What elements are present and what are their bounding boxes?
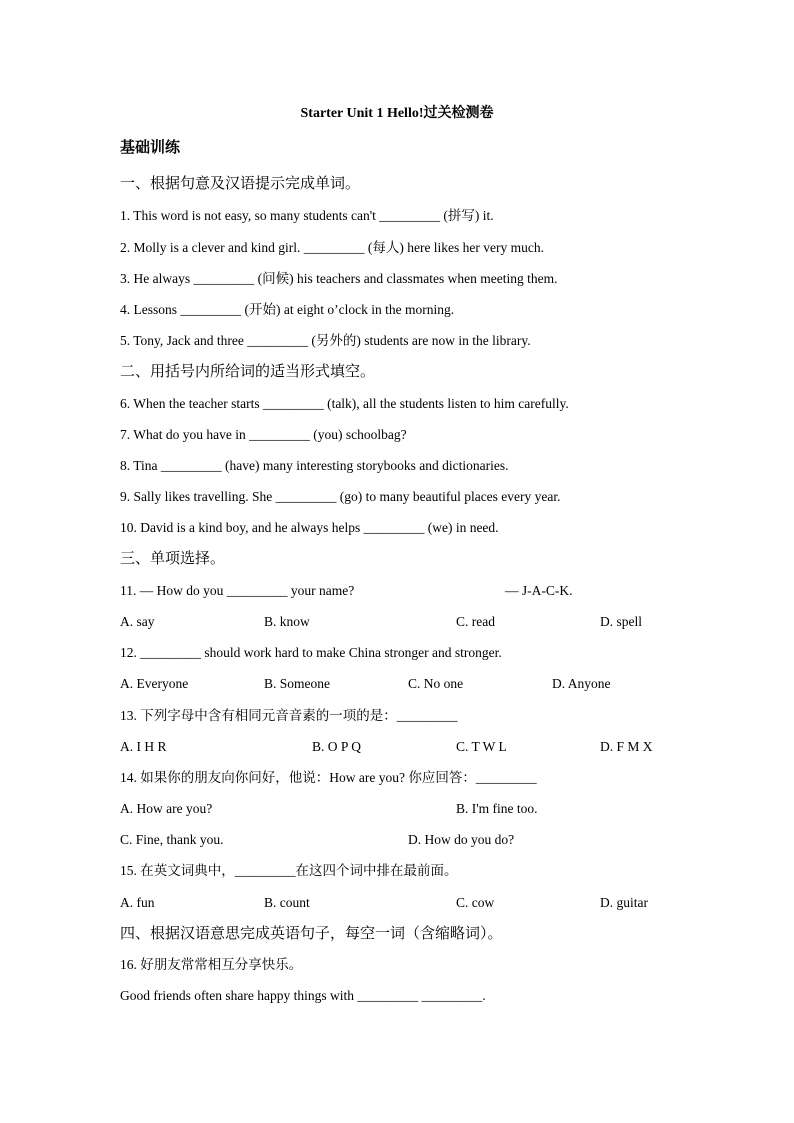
q12-option-b: B. Someone <box>264 676 330 691</box>
q11-option-b: B. know <box>264 614 310 629</box>
q14-option-b: B. I'm fine too. <box>456 801 538 816</box>
question-7: 7. What do you have in _________ (you) schoolbag? <box>120 427 407 442</box>
question-16: 16. 好朋友常常相互分享快乐。 <box>120 957 303 972</box>
question-5: 5. Tony, Jack and three _________ (另外的) students are now in the library. <box>120 333 531 348</box>
q15-option-c: C. cow <box>456 895 495 910</box>
question-14: 14. 如果你的朋友向你问好，他说：How are you? 你应回答：_________ <box>120 770 537 785</box>
q15-option-d: D. guitar <box>600 895 648 910</box>
section-4-heading: 四、根据汉语意思完成英语句子，每空一词（含缩略词）。 <box>120 926 503 942</box>
q14-option-c: C. Fine, thank you. <box>120 832 224 847</box>
question-2: 2. Molly is a clever and kind girl. _________ (每人) here likes her very much. <box>120 240 545 255</box>
section-2-heading: 二、用括号内所给词的适当形式填空。 <box>120 364 376 380</box>
q12-option-c: C. No one <box>408 676 464 691</box>
q13-option-d: D. F M X <box>600 739 653 754</box>
question-12: 12. _________ should work hard to make China stronger and stronger. <box>120 645 502 660</box>
question-6: 6. When the teacher starts _________ (talk), all the students listen to him carefully. <box>120 396 569 411</box>
question-8: 8. Tina _________ (have) many interesting storybooks and dictionaries. <box>120 458 509 473</box>
page-title: Starter Unit 1 Hello!过关检测卷 <box>300 106 494 121</box>
question-10: 10. David is a kind boy, and he always helps _________ (we) in need. <box>120 520 499 535</box>
question-13: 13. 下列字母中含有相同元音音素的一项的是：_________ <box>120 708 458 723</box>
question-15: 15. 在英文词典中，_________在这四个词中排在最前面。 <box>120 863 458 878</box>
section-3-heading: 三、单项选择。 <box>120 551 226 567</box>
q15-option-b: B. count <box>264 895 310 910</box>
q11-option-d: D. spell <box>600 614 642 629</box>
q13-option-a: A. I H R <box>120 739 167 754</box>
q14-option-a: A. How are you? <box>120 801 213 816</box>
question-1: 1. This word is not easy, so many students can't _________ (拼写) it. <box>120 208 494 223</box>
question-4: 4. Lessons _________ (开始) at eight o’clock in the morning. <box>120 302 455 317</box>
question-16-english: Good friends often share happy things with _________ _________. <box>120 988 486 1003</box>
q12-option-a: A. Everyone <box>120 676 189 691</box>
q13-option-b: B. O P Q <box>312 739 362 754</box>
q15-option-a: A. fun <box>120 895 155 910</box>
question-9: 9. Sally likes travelling. She _________ (go) to many beautiful places every year. <box>120 489 561 504</box>
subtitle: 基础训练 <box>120 140 181 156</box>
question-11-answer: — J-A-C-K. <box>505 583 573 598</box>
q11-option-a: A. say <box>120 614 155 629</box>
section-1-heading: 一、根据句意及汉语提示完成单词。 <box>120 176 361 192</box>
question-11: 11. — How do you _________ your name? <box>120 583 355 598</box>
question-3: 3. He always _________ (问候) his teachers and classmates when meeting them. <box>120 271 558 286</box>
q11-option-c: C. read <box>456 614 495 629</box>
q13-option-c: C. T W L <box>456 739 507 754</box>
q12-option-d: D. Anyone <box>552 676 611 691</box>
q14-option-d: D. How do you do? <box>408 832 515 847</box>
